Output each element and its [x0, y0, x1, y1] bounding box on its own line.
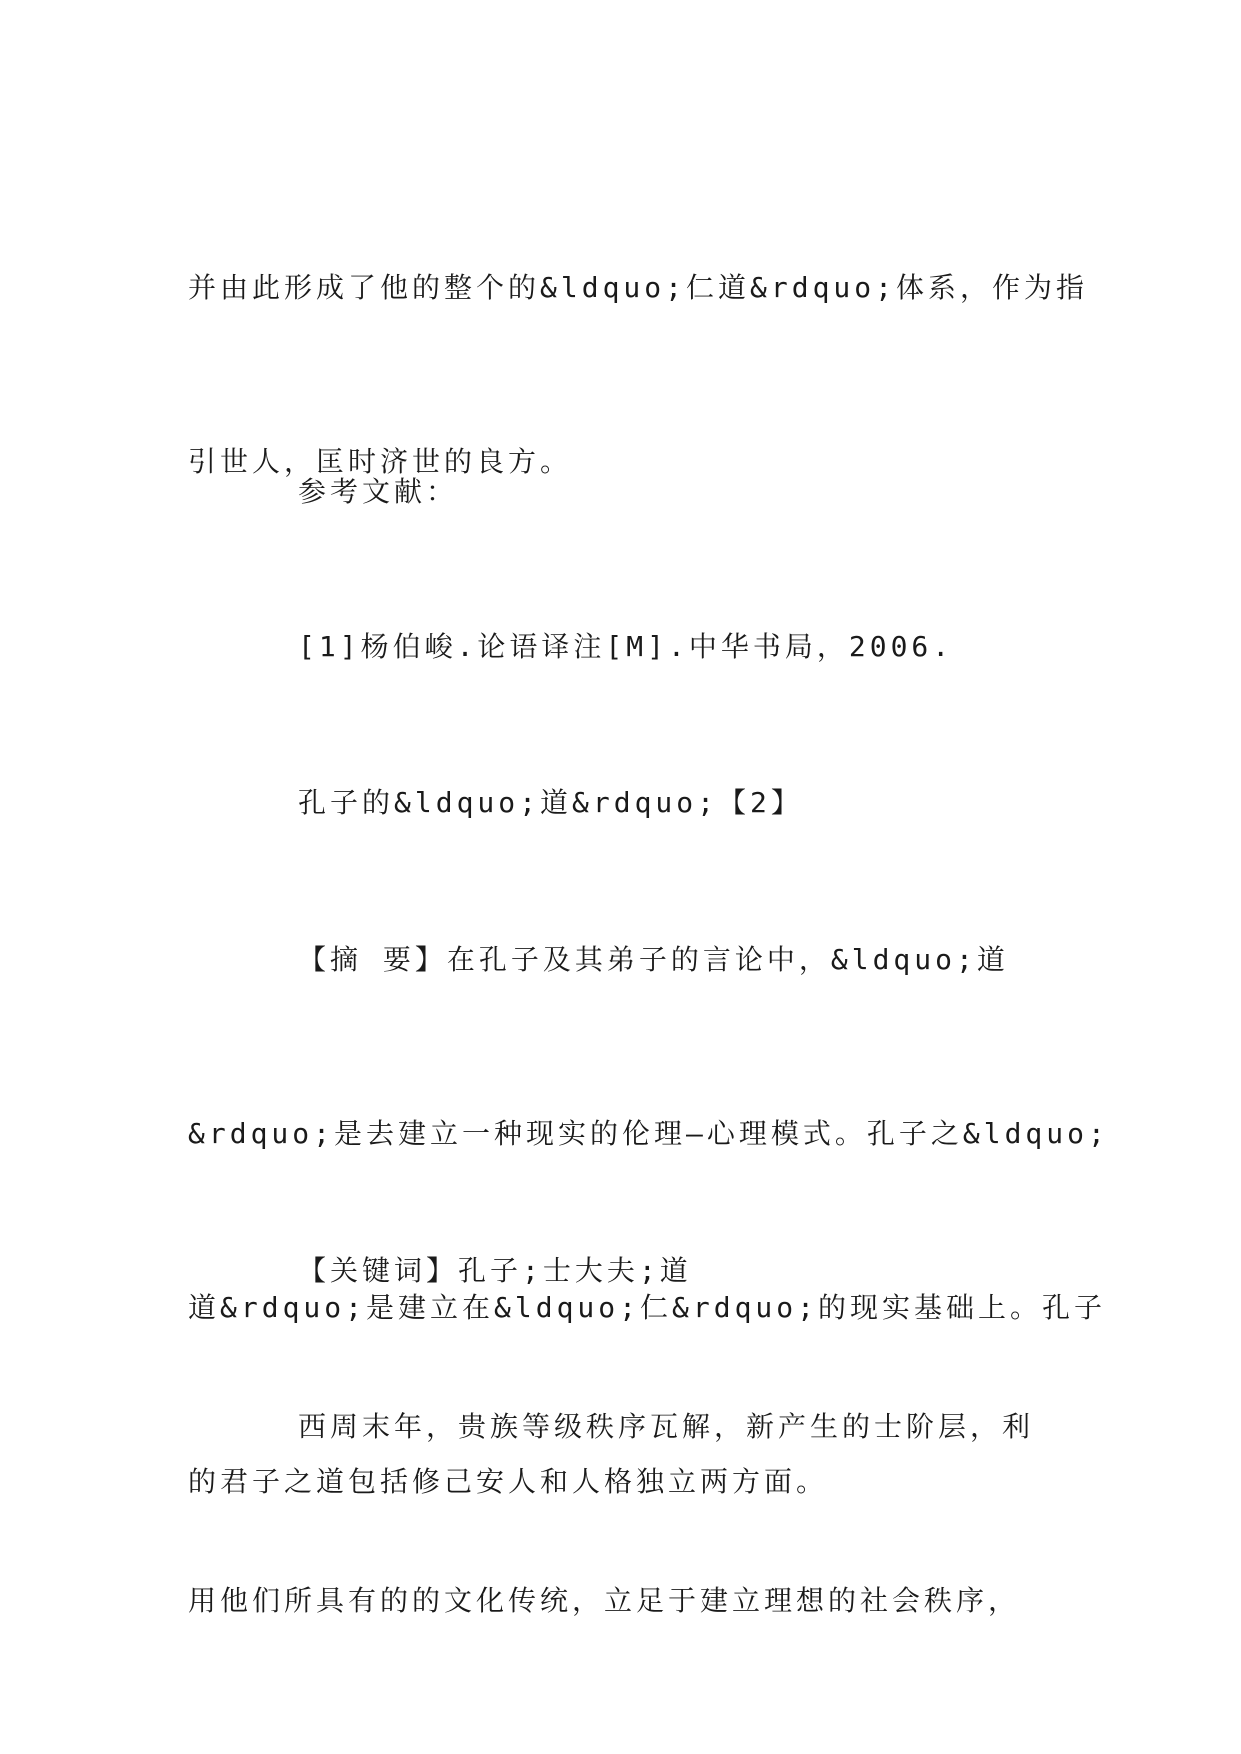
- body-line-1: 西周末年，贵族等级秩序瓦解，新产生的士阶层，利: [298, 1410, 1035, 1443]
- references-heading: 参考文献：: [298, 475, 459, 508]
- keywords-line: 【关键词】孔子;士大夫;道: [298, 1254, 692, 1287]
- intro-line-2: 引世人，匡时济世的良方。: [188, 445, 573, 478]
- abstract-line-2: &rdquo;是去建立一种现实的伦理—心理模式。孔子之&ldquo;: [188, 1117, 1109, 1150]
- article-title: 孔子的&ldquo;道&rdquo;【2】: [298, 786, 803, 819]
- body-line-2: 用他们所具有的的文化传统，立足于建立理想的社会秩序，: [188, 1584, 1021, 1617]
- abstract-line-3: 道&rdquo;是建立在&ldquo;仁&rdquo;的现实基础上。孔子: [188, 1291, 1107, 1324]
- reference-item-1: [1]杨伯峻.论语译注[M].中华书局，2006.: [298, 630, 954, 663]
- abstract-line-1: 【摘 要】在孔子及其弟子的言论中，&ldquo;道: [298, 943, 1009, 976]
- intro-line-1: 并由此形成了他的整个的&ldquo;仁道&rdquo;体系，作为指: [188, 271, 1089, 304]
- body-paragraph: [188, 1282, 1058, 1746]
- abstract-line-4: 的君子之道包括修己安人和人格独立两方面。: [188, 1465, 829, 1498]
